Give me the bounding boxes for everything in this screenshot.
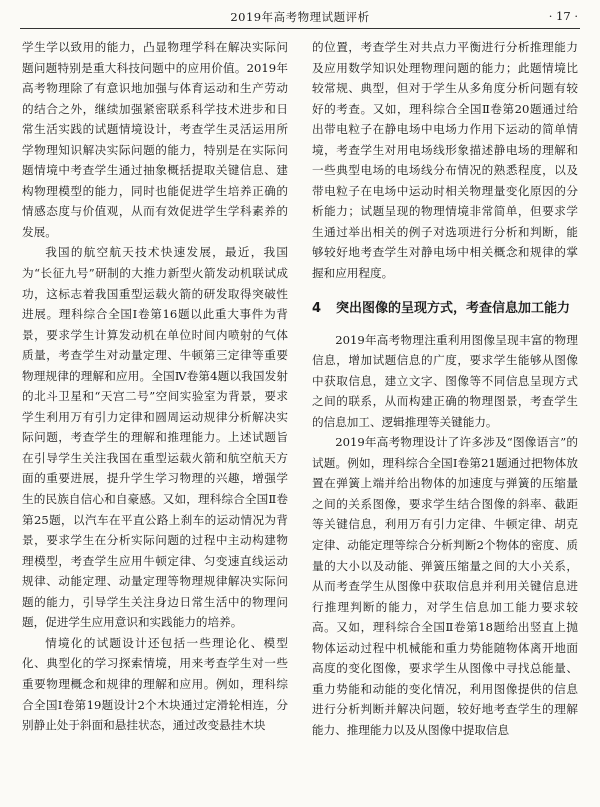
paragraph: 学生学以致用的能力，凸显物理学科在解决实际问题问题特别是重大科技问题中的应用价值。2019年高考物理除了有意识地加强与体育运动和生产劳动的结合之外，继续加强紧密联系科学技术进步和日常生活实践的试题情境设计，考查学生灵活运用所学物理知识解决实际问题的能力，特别是在实际问题情境中考查学生通过抽象概括提取关键信息、建构物理模型的能力，同时也能促进学生培养正确的情感态度与价值观，从而有效促进学生学科素养的发展。 — [22, 40, 288, 239]
section-number: 4 — [312, 300, 322, 316]
paragraph: 2019年高考物理设计了许多涉及“图像语言”的试题。例如，理科综合全国Ⅰ卷第21题通过把物体放置在弹簧上端并给出物体的加速度与弹簧的压缩量之间的关系图像，要求学生结合图像的斜率、截距等关键信息，利用万有引力定律、牛顿定律、胡克定律、动能定理等综合分析判断2个物体的密度、质量的大小以及动能、弹簧压缩量之间的大小关系，从而考查学生从图像中获取信息并利用关键信息进行推理判断的能力，对学生信息加工能力要求较高。又如，理科综合全国Ⅱ卷第18题给出竖直上抛物体运动过程中机械能和重力势能随物体离开地面高度的变化图像，要求学生从图像中寻找总能量、重力势能和动能的变化情况，利用图像提供的信息进行分析判断并解决问题，较好地考查学生的理解能力、推理能力以及从图像中提取信息 — [312, 435, 578, 737]
section-title: 突出图像的呈现方式，考查信息加工能力 — [336, 300, 571, 316]
page-number: · 17 · — [548, 9, 578, 23]
section-heading — [312, 298, 578, 320]
running-title: 2019年高考物理试题评析 — [230, 10, 370, 24]
header-divider — [20, 28, 580, 29]
paragraph: 我国的航空航天技术快速发展，最近，我国为“长征九号”研制的大推力新型火箭发动机联试成功，这标志着我国重型运载火箭的研发取得突破性进展。理科综合全国Ⅰ卷第16题以此重大事件为背景，要求学生计算发动机在单位时间内喷射的气体质量，考查学生对动量定理、牛顿第三定律等重要物理规律的理解和应用。全国Ⅳ卷第4题以我国发射的北斗卫星和“天宫二号”空间实验室为背景，要求学生利用万有引力定律和圆周运动规律分析解决实际问题，考查学生的理解和推理能力。上述试题旨在引导学生关注我国在重型运载火箭和航空航天方面的重要进展，提升学生学习物理的兴趣，增强学生的民族自信心和自豪感。又如，理科综合全国Ⅱ卷第25题，以汽车在平直公路上刹车的运动情况为背景，要求学生在分析实际问题的过程中主动构建物理模型，考查学生应用牛顿定律、匀变速直线运动规律、动能定理、动量定理等物理规律解决实际问题的能力，引导学生关注身边日常生活中的物理问题，促进学生应用意识和实践能力的培养。 — [22, 245, 288, 630]
paragraph: 情境化的试题设计还包括一些理论化、模型化、典型化的学习探索情境，用来考查学生对一些重要物理概念和规律的理解和应用。例如，理科综合全国Ⅰ卷第19题设计2个木块通过定滑轮相连，分别静止处于斜面和悬挂状态，通过改变悬挂木块 — [22, 635, 288, 733]
page-header — [0, 0, 600, 30]
paragraph: 2019年高考物理注重利用图像呈现丰富的物理信息，增加试题信息的广度，要求学生能够从图像中获取信息，建立文字、图像等不同信息呈现方式之间的联系，从而构建正确的物理图景，考查学生的信息加工、逻辑推理等关键能力。 — [312, 332, 578, 429]
right-column — [312, 37, 578, 741]
paragraph: 的位置，考查学生对共点力平衡进行分析推理能力及应用数学知识处理物理问题的能力；此题情境比较常规、典型，但对于学生从多角度分析问题有较好的考查。又如，理科综合全国Ⅱ卷第20题通过给出带电粒子在静电场中电场力作用下运动的简单情境，考查学生对用电场线形象描述静电场的理解和一些典型电场的电场线分布情况的熟悉程度，以及带电粒子在电场中运动时相关物理量变化原因的分析能力；试题呈现的物理情境非常简单，但要求学生通过举出相关的例子对选项进行分析和判断，能够较好地考查学生对静电场中相关概念和规律的掌握和应用程度。 — [312, 40, 578, 281]
left-column — [22, 37, 288, 736]
